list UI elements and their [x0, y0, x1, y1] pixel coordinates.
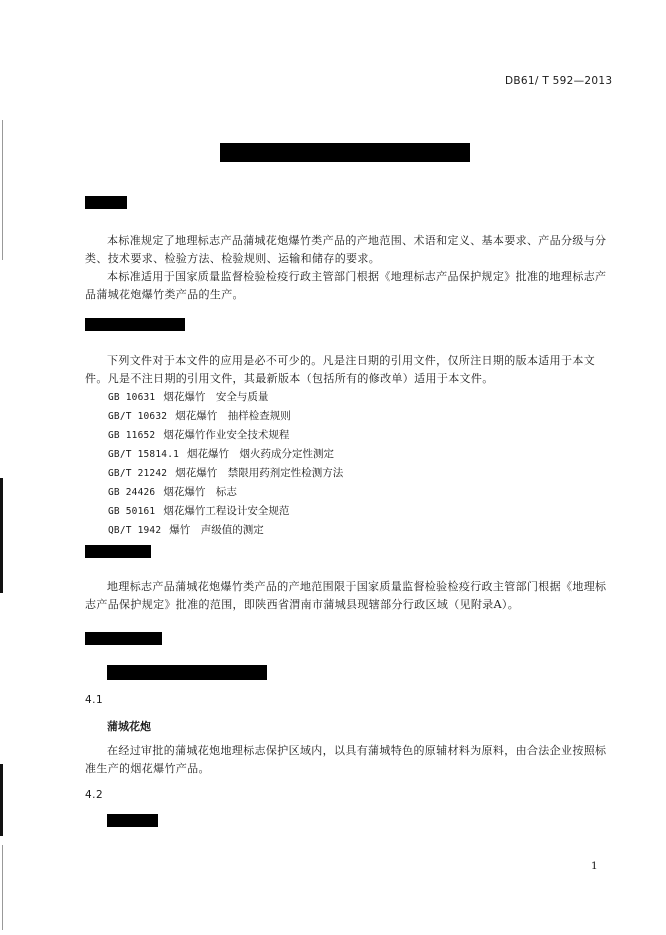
scan-edge-speck — [2, 845, 3, 930]
reference-item: GB/T 21242 烟花爆竹 禁限用药剂定性检测方法 — [108, 467, 344, 479]
origin-section: 地理标志产品蒲城花炮爆竹类产品的产地范围限于国家质量监督检验检疫行政主管部门根据《地理标志产品保护规定》批准的范围，即陕西省渭南市蒲城县现辖部分行政区域（见附录A）。 — [85, 580, 607, 611]
redacted-heading-terms — [85, 632, 162, 645]
reference-item: GB 11652 烟花爆竹作业安全技术规程 — [108, 429, 290, 441]
scan-edge-speck — [2, 120, 3, 260]
reference-item: GB/T 15814.1 烟花爆竹 烟火药成分定性测定 — [108, 448, 335, 460]
scan-edge-mark — [0, 764, 3, 836]
reference-item: QB/T 1942 爆竹 声级值的测定 — [108, 524, 264, 536]
scan-edge-mark — [0, 478, 3, 593]
term-name: 蒲城花炮 — [107, 720, 151, 733]
scope-paragraph-1: 本标准规定了地理标志产品蒲城花炮爆竹类产品的产地范围、术语和定义、基本要求、产品分级与分类、技术要求、检验方法、检验规则、运输和储存的要求。 — [85, 234, 607, 265]
scope-paragraph-2: 本标准适用于国家质量监督检验检疫行政主管部门根据《地理标志产品保护规定》批准的地理标志产品蒲城花炮爆竹类产品的生产。 — [85, 270, 607, 301]
reference-item: GB 10631 烟花爆竹 安全与质量 — [108, 391, 269, 403]
redacted-title — [220, 143, 470, 162]
reference-list — [108, 388, 343, 540]
redacted-heading-normative — [85, 318, 185, 331]
term-number-4-2: 4.2 — [85, 789, 104, 801]
redacted-term-name — [107, 814, 158, 827]
redacted-heading-origin — [85, 545, 151, 558]
document-number: DB61/ T 592—2013 — [505, 75, 613, 87]
normative-intro: 下列文件对于本文件的应用是必不可少的。凡是注日期的引用文件，仅所注日期的版本适用于本文件。凡是不注日期的引用文件，其最新版本（包括所有的修改单）适用于本文件。 — [85, 354, 596, 385]
scope-section — [85, 232, 607, 304]
reference-item: GB 50161 烟花爆竹工程设计安全规范 — [108, 505, 290, 517]
redacted-heading-scope — [85, 196, 127, 209]
redacted-terms-intro — [107, 665, 267, 680]
term-definition: 在经过审批的蒲城花炮地理标志保护区域内，以具有蒲城特色的原辅材料为原料，由合法企业按照标准生产的烟花爆竹产品。 — [85, 744, 607, 775]
term-number-4-1: 4.1 — [85, 694, 104, 706]
reference-item: GB/T 10632 烟花爆竹 抽样检查规则 — [108, 410, 291, 422]
reference-item: GB 24426 烟花爆竹 标志 — [108, 486, 237, 498]
page-number: 1 — [591, 860, 598, 872]
